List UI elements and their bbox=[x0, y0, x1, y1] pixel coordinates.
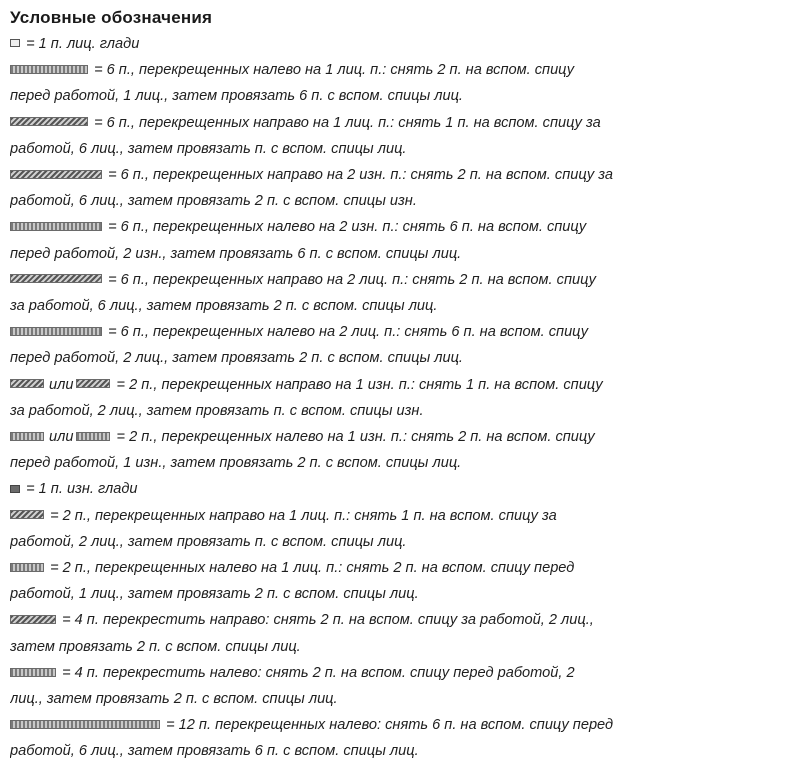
cross-4-right-symbol-icon bbox=[10, 615, 56, 624]
legend-text: = 4 п. перекрестить налево: снять 2 п. на вспом. спицу перед работой, 2 bbox=[62, 664, 575, 681]
legend-text: работой, 2 лиц., затем провязать п. с вспом. спицы лиц. bbox=[10, 533, 407, 550]
purl-stitch-symbol-icon bbox=[10, 485, 20, 493]
legend-text: перед работой, 1 лиц., затем провязать 6 п. с вспом. спицы лиц. bbox=[10, 88, 463, 105]
legend-entry bbox=[10, 555, 795, 607]
legend-line bbox=[10, 450, 795, 476]
legend-line bbox=[10, 686, 795, 712]
legend-text: = 6 п., перекрещенных налево на 2 изн. п.: снять 6 п. на вспом. спицу bbox=[108, 219, 587, 236]
cable-6-right-symbol-icon bbox=[10, 117, 88, 126]
legend-entry bbox=[10, 476, 795, 502]
legend-text: = 12 п. перекрещенных налево: снять 6 п. на вспом. спицу перед bbox=[166, 717, 614, 734]
cable-8-right-knit-symbol-icon bbox=[10, 274, 102, 283]
legend-line bbox=[10, 398, 795, 424]
legend-line bbox=[10, 503, 795, 529]
legend-line bbox=[10, 57, 795, 83]
legend-line bbox=[10, 634, 795, 660]
legend-text: = 1 п. лиц. глади bbox=[26, 36, 140, 52]
cable-8-right-purl-symbol-icon bbox=[10, 170, 102, 179]
cable-8-left-purl-symbol-icon bbox=[10, 222, 102, 231]
legend-text: перед работой, 2 лиц., затем провязать 2 п. с вспом. спицы лиц. bbox=[10, 350, 463, 367]
legend-line bbox=[10, 162, 795, 188]
legend-text: = 2 п., перекрещенных налево на 1 лиц. п.: снять 2 п. на вспом. спицу перед bbox=[50, 560, 575, 577]
legend-text: = 6 п., перекрещенных налево на 2 лиц. п.: снять 6 п. на вспом. спицу bbox=[108, 324, 588, 341]
legend-text: затем провязать 2 п. с вспом. спицы лиц. bbox=[10, 638, 301, 655]
legend-line bbox=[10, 712, 795, 738]
legend-line bbox=[10, 529, 795, 555]
cable-12-left-symbol-icon bbox=[10, 720, 160, 729]
legend-line bbox=[10, 267, 795, 293]
legend-text: = 6 п., перекрещенных налево на 1 лиц. п.: снять 2 п. на вспом. спицу bbox=[94, 62, 574, 79]
legend-text: = 2 п., перекрещенных направо на 1 изн. п.: снять 1 п. на вспом. спицу bbox=[116, 376, 603, 393]
legend-text: перед работой, 1 изн., затем провязать 2 п. с вспом. спицы лиц. bbox=[10, 455, 462, 472]
legend-line bbox=[10, 476, 795, 502]
legend-entry bbox=[10, 214, 795, 266]
legend-line bbox=[10, 319, 795, 345]
legend-line bbox=[10, 136, 795, 162]
legend-line bbox=[10, 293, 795, 319]
legend-entry bbox=[10, 372, 795, 424]
legend-text: работой, 6 лиц., затем провязать 6 п. с вспом. спицы лиц. bbox=[10, 743, 419, 760]
knit-stitch-symbol-icon bbox=[10, 39, 20, 47]
legend-entry bbox=[10, 660, 795, 712]
legend-line bbox=[10, 31, 795, 57]
legend-text: работой, 1 лиц., затем провязать 2 п. с вспом. спицы лиц. bbox=[10, 586, 419, 603]
cross-right-purl-symbol-icon bbox=[10, 379, 44, 388]
legend-text: = 6 п., перекрещенных направо на 1 лиц. п.: снять 1 п. на вспом. спицу за bbox=[94, 114, 601, 131]
legend-entry bbox=[10, 607, 795, 659]
legend-line bbox=[10, 241, 795, 267]
legend-entry bbox=[10, 319, 795, 371]
legend-line bbox=[10, 345, 795, 371]
legend-entry bbox=[10, 424, 795, 476]
legend-line bbox=[10, 188, 795, 214]
cross-left-purl-symbol-icon bbox=[10, 432, 44, 441]
or-label: или bbox=[49, 429, 74, 446]
cross-left-purl-alt-symbol-icon bbox=[76, 432, 110, 441]
legend-entry bbox=[10, 31, 795, 57]
legend-text: за работой, 6 лиц., затем провязать 2 п. с вспом. спицы лиц. bbox=[10, 298, 438, 315]
legend-text: = 6 п., перекрещенных направо на 2 лиц. п.: снять 2 п. на вспом. спицу bbox=[108, 271, 596, 288]
legend-line bbox=[10, 214, 795, 240]
legend-entry bbox=[10, 162, 795, 214]
legend-line bbox=[10, 424, 795, 450]
legend-text: за работой, 2 лиц., затем провязать п. с вспом. спицы изн. bbox=[10, 402, 424, 419]
legend-line bbox=[10, 110, 795, 136]
legend-text: работой, 6 лиц., затем провязать п. с вспом. спицы лиц. bbox=[10, 140, 407, 157]
legend-entry bbox=[10, 110, 795, 162]
legend-line bbox=[10, 607, 795, 633]
legend-entry bbox=[10, 267, 795, 319]
legend-text: = 4 п. перекрестить направо: снять 2 п. на вспом. спицу за работой, 2 лиц., bbox=[62, 612, 594, 629]
legend-text: работой, 6 лиц., затем провязать 2 п. с вспом. спицы изн. bbox=[10, 193, 417, 210]
legend-text: лиц., затем провязать 2 п. с вспом. спицы лиц. bbox=[10, 691, 338, 708]
legend-line bbox=[10, 555, 795, 581]
legend-line bbox=[10, 83, 795, 109]
cross-left-knit-symbol-icon bbox=[10, 563, 44, 572]
legend-text: = 1 п. изн. глади bbox=[26, 481, 138, 498]
legend-line bbox=[10, 581, 795, 607]
legend-text: перед работой, 2 изн., затем провязать 6 п. с вспом. спицы лиц. bbox=[10, 245, 462, 262]
cross-right-knit-symbol-icon bbox=[10, 510, 44, 519]
legend-text: = 2 п., перекрещенных налево на 1 изн. п.: снять 2 п. на вспом. спицу bbox=[116, 429, 595, 446]
legend-text: = 2 п., перекрещенных направо на 1 лиц. п.: снять 1 п. на вспом. спицу за bbox=[50, 507, 557, 524]
legend-text: = 6 п., перекрещенных направо на 2 изн. п.: снять 2 п. на вспом. спицу за bbox=[108, 167, 613, 184]
legend-line bbox=[10, 372, 795, 398]
cable-6-left-symbol-icon bbox=[10, 65, 88, 74]
cable-8-left-knit-symbol-icon bbox=[10, 327, 102, 336]
legend-page bbox=[10, 8, 795, 765]
legend-line bbox=[10, 738, 795, 764]
or-label: или bbox=[49, 376, 74, 393]
legend-title: Условные обозначения bbox=[10, 8, 213, 27]
cross-4-left-symbol-icon bbox=[10, 668, 56, 677]
cross-right-purl-alt-symbol-icon bbox=[76, 379, 110, 388]
legend-entry bbox=[10, 57, 795, 109]
legend-line bbox=[10, 660, 795, 686]
legend-entry bbox=[10, 503, 795, 555]
